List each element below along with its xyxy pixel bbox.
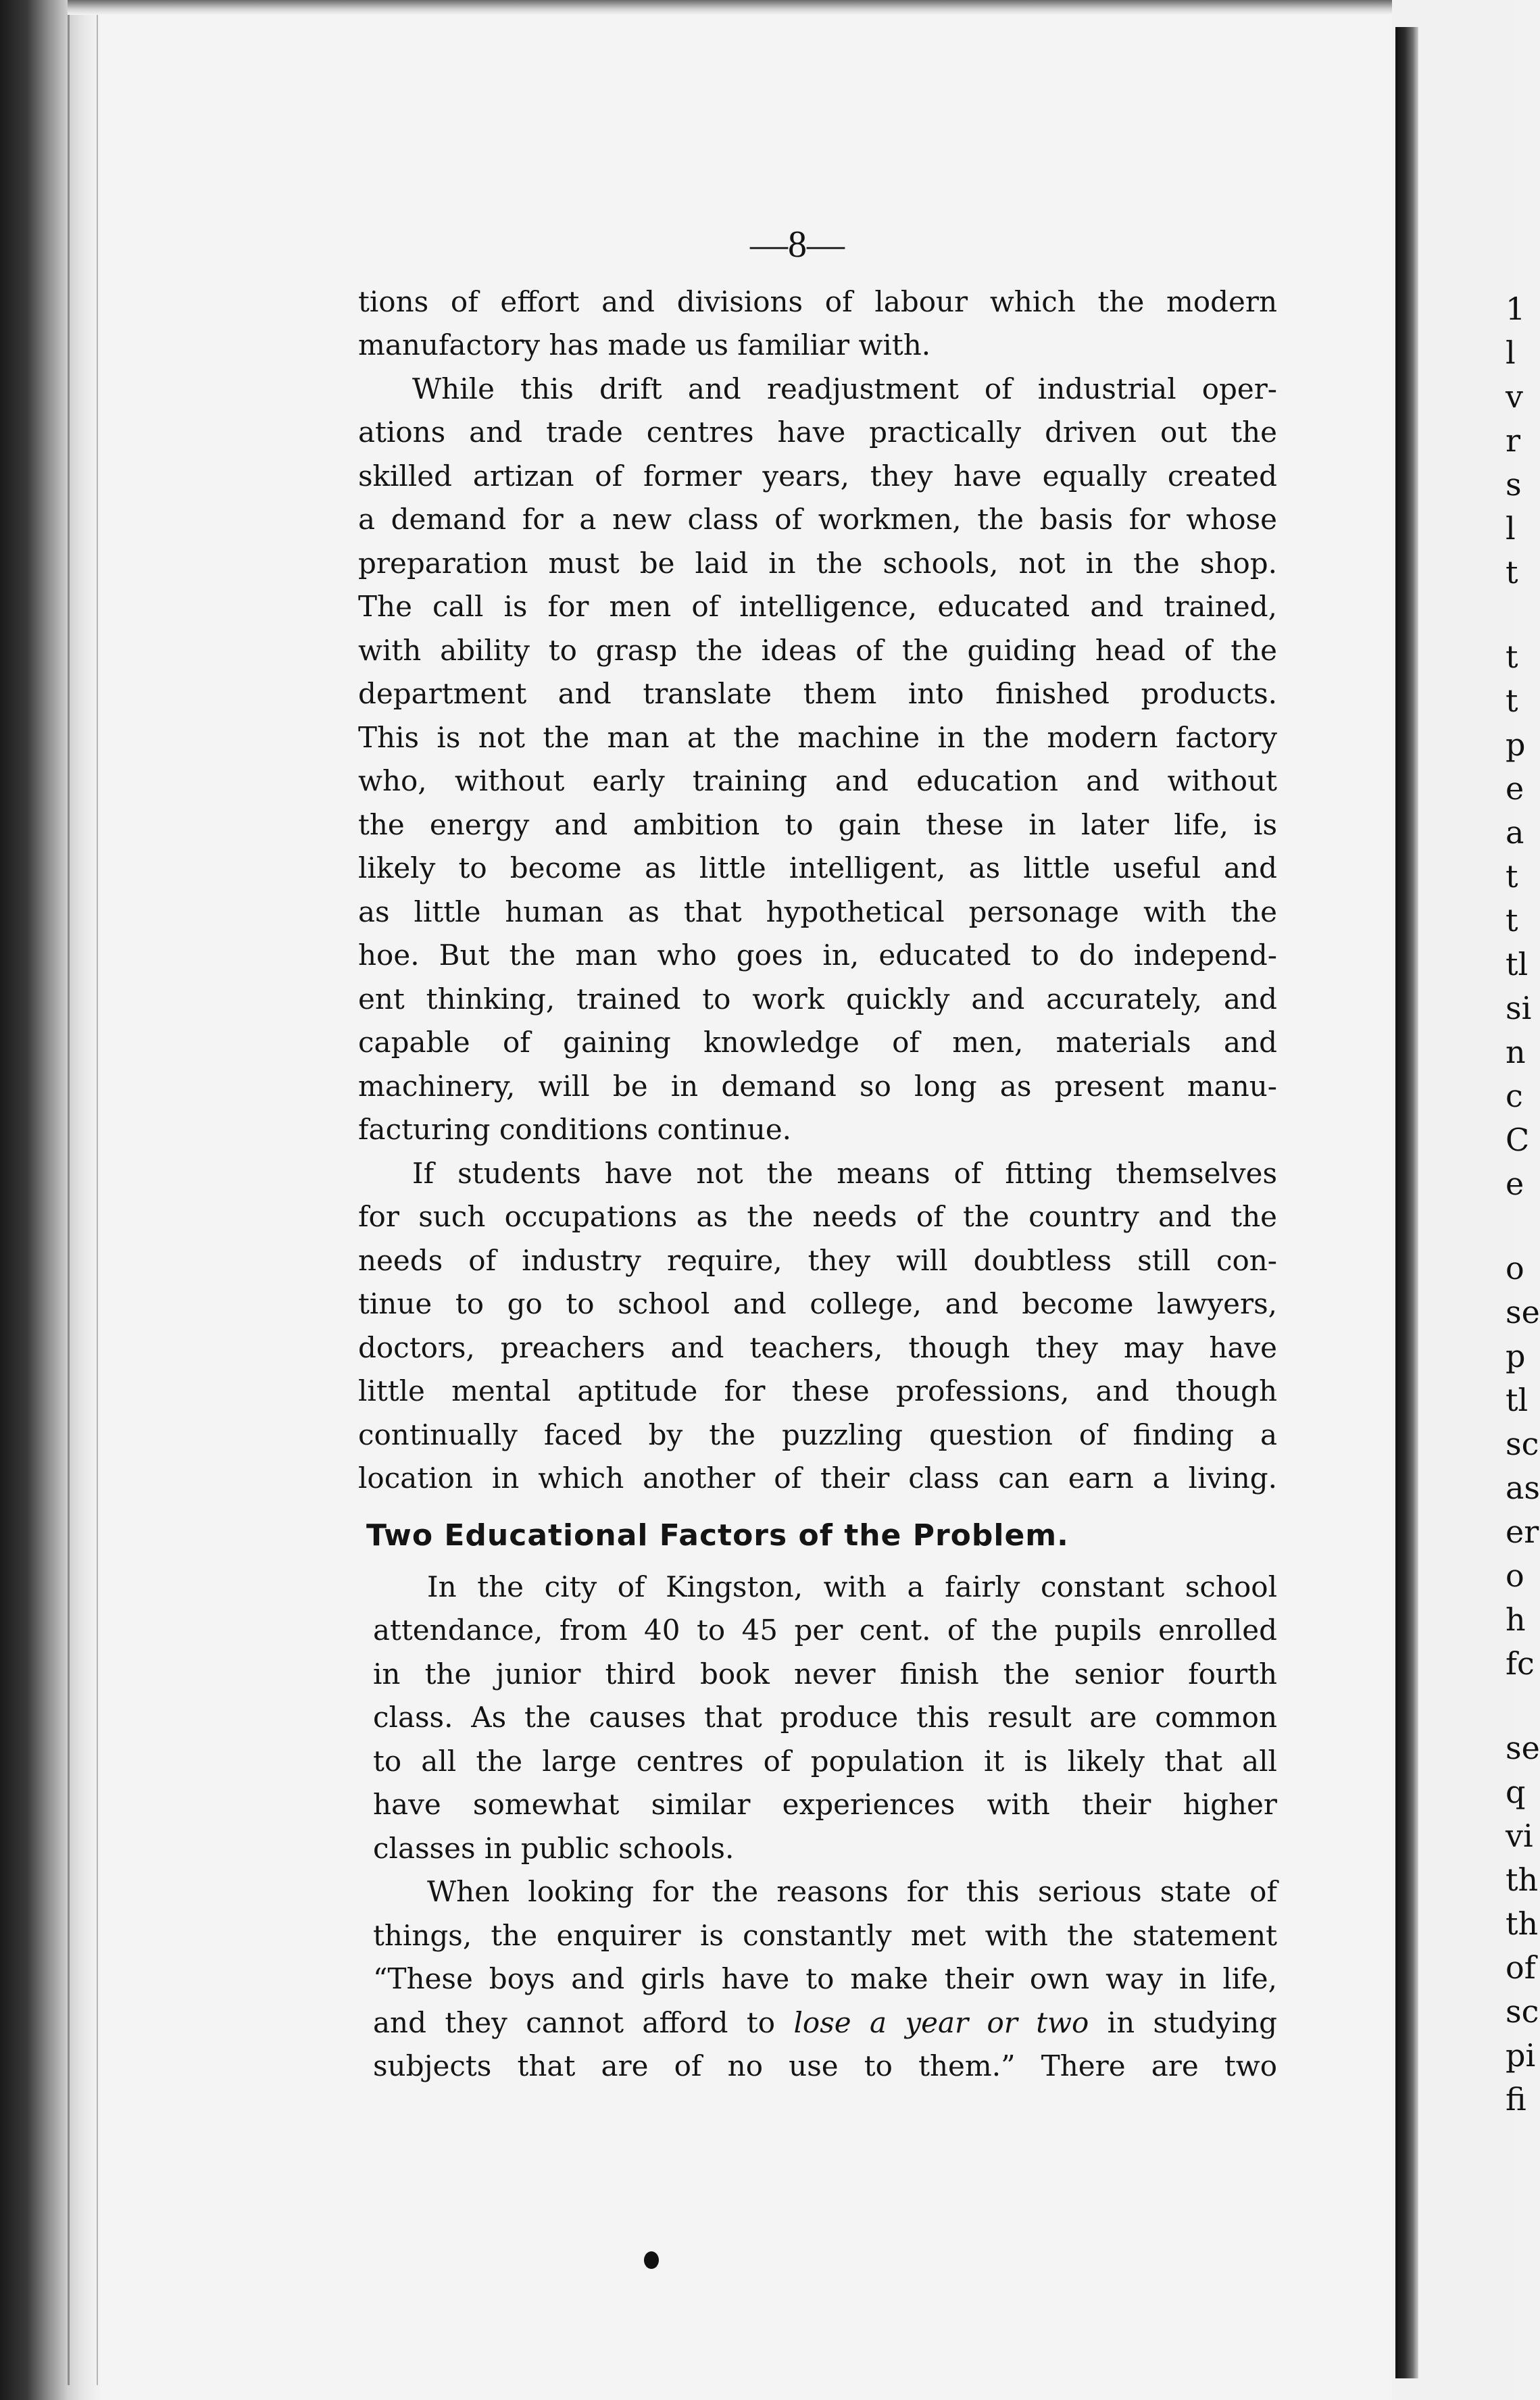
text-line: little mental aptitude for these professions, and though (358, 1374, 1277, 1407)
text-line: class. As the causes that produce this result are common (373, 1701, 1277, 1734)
text-line: The call is for men of intelligence, educated and trained, (358, 590, 1277, 623)
text-line: location in which another of their class can earn a living. (358, 1461, 1277, 1495)
text-line: attendance, from 40 to 45 per cent. of the pupils enrolled (373, 1614, 1277, 1647)
text-line: for such occupations as the needs of the country and the (358, 1200, 1277, 1233)
text-line: likely to become as little intelligent, as little useful and (358, 851, 1277, 884)
page-number: —8— (750, 224, 845, 266)
text-line: needs of industry require, they will doubtless still con- (358, 1243, 1277, 1277)
text-line: This is not the man at the machine in the modern factory (358, 720, 1277, 754)
section-two (373, 1566, 1277, 2089)
facing-page-fragment: pi (1506, 2037, 1536, 2074)
facing-page-fragment: vi (1506, 1818, 1533, 1854)
text-line: as little human as that hypothetical personage with the (358, 895, 1277, 928)
facing-page-fragment: as (1506, 1470, 1540, 1506)
facing-page-fragment: h (1506, 1601, 1526, 1638)
facing-page-fragment: si (1506, 990, 1532, 1026)
facing-page-fragment: l (1506, 334, 1516, 371)
paragraph-4 (373, 1566, 1277, 1871)
facing-page-fragment: v (1506, 378, 1523, 415)
facing-page-fragment: t (1506, 682, 1518, 719)
text-line: skilled artizan of former years, they have equally created (358, 459, 1277, 493)
facing-page-fragments (1426, 0, 1540, 2400)
facing-page-fragment: e (1506, 1166, 1524, 1202)
facing-page-fragment: n (1506, 1034, 1526, 1070)
text-line: capable of gaining knowledge of men, materials and (358, 1026, 1277, 1059)
italic-phrase: lose a year or two (793, 2005, 1089, 2039)
text-line: a demand for a new class of workmen, the basis for whose (358, 503, 1277, 536)
book-binding-shadow (1395, 27, 1418, 2378)
paragraph-5 (373, 1870, 1277, 2089)
text-line: who, without early training and education and without (358, 764, 1277, 797)
facing-page-fragment: C (1506, 1122, 1530, 1158)
text-line: facturing conditions continue. (358, 1113, 792, 1146)
facing-page-fragment: p (1506, 726, 1526, 763)
book-top-edge (68, 0, 1406, 15)
text-line: ations and trade centres have practically driven out the (358, 416, 1277, 449)
text-line-with-italic (373, 2001, 1277, 2045)
text-line: tinue to go to school and college, and become lawyers, (358, 1287, 1277, 1320)
facing-page-fragment: tl (1506, 1382, 1529, 1418)
facing-page-fragment: t (1506, 858, 1518, 895)
text-line: have somewhat similar experiences with their higher (373, 1788, 1277, 1821)
facing-page-fragment: sc (1506, 1993, 1539, 2030)
facing-page-fragment: t (1506, 639, 1518, 675)
line-start: and they cannot afford to (373, 2005, 794, 2039)
facing-page-fragment: a (1506, 814, 1524, 851)
paragraph-2 (358, 368, 1277, 1152)
text-line: machinery, will be in demand so long as present manu- (358, 1069, 1277, 1103)
facing-page-fragment: p (1506, 1338, 1526, 1374)
text-line: If students have not the means of fitting themselves (412, 1156, 1277, 1190)
facing-page-fragment: th (1506, 1861, 1539, 1898)
text-line: “These boys and girls have to make their own way in life, (373, 1962, 1277, 1995)
text-line: to all the large centres of population it is likely that all (373, 1744, 1277, 1778)
facing-page-fragment: e (1506, 770, 1524, 807)
facing-page-fragment: l (1506, 510, 1516, 547)
text-line: subjects that are of no use to them.” There are two (373, 2049, 1277, 2082)
line-end: in studying (1089, 2005, 1278, 2039)
facing-page-fragment: q (1506, 1774, 1526, 1810)
facing-page-fragment: se (1506, 1730, 1540, 1766)
section-heading: Two Educational Factors of the Problem. (366, 1518, 1069, 1553)
text-line: classes in public schools. (373, 1831, 735, 1865)
facing-page-fragment: sc (1506, 1426, 1539, 1462)
text-line: in the junior third book never finish the senior fourth (373, 1657, 1277, 1691)
text-line: In the city of Kingston, with a fairly constant school (427, 1570, 1277, 1603)
facing-page-fragment: fc (1506, 1645, 1535, 1682)
facing-page-fragment: r (1506, 422, 1520, 459)
facing-page-fragment: se (1506, 1294, 1540, 1330)
facing-page-fragment: o (1506, 1557, 1524, 1594)
text-line: continually faced by the puzzling question of finding a (358, 1418, 1277, 1451)
facing-page-fragment: fi (1506, 2081, 1526, 2118)
facing-page-fragment: of (1506, 1949, 1536, 1986)
text-line: ent thinking, trained to work quickly and accurately, and (358, 982, 1277, 1016)
text-line: While this drift and readjustment of industrial oper- (412, 372, 1277, 405)
page-content (358, 223, 1277, 2089)
text-line: things, the enquirer is constantly met with the statement (373, 1918, 1277, 1952)
facing-page-fragment: th (1506, 1905, 1539, 1942)
text-line: department and translate them into finished products. (358, 677, 1277, 710)
facing-page-fragment: s (1506, 466, 1522, 503)
text-line: When looking for the reasons for this serious state of (427, 1875, 1277, 1908)
text-line: the energy and ambition to gain these in later life, is (358, 807, 1277, 841)
bullet-mark (644, 2251, 659, 2269)
facing-page-fragment: t (1506, 554, 1518, 591)
facing-page-fragment: o (1506, 1250, 1524, 1286)
text-line: doctors, preachers and teachers, though they may have (358, 1330, 1277, 1364)
text-line: with ability to grasp the ideas of the guiding head of the (358, 633, 1277, 667)
facing-page-fragment: c (1506, 1078, 1523, 1114)
text-line: hoe. But the man who goes in, educated to do independ- (358, 939, 1277, 972)
text-line: manufactory has made us familiar with. (358, 328, 931, 361)
text-line: tions of effort and divisions of labour which the modern (358, 284, 1277, 318)
facing-page-fragment: t (1506, 902, 1518, 939)
text-line: preparation must be laid in the schools, not in the shop. (358, 546, 1277, 580)
page-stack-edge (68, 14, 98, 2385)
paragraph-3 (358, 1152, 1277, 1501)
facing-page-fragment: 1 (1506, 291, 1526, 327)
facing-page-fragment: er (1506, 1514, 1539, 1550)
facing-page-fragment: tl (1506, 946, 1529, 982)
paragraph-1 (358, 280, 1277, 368)
